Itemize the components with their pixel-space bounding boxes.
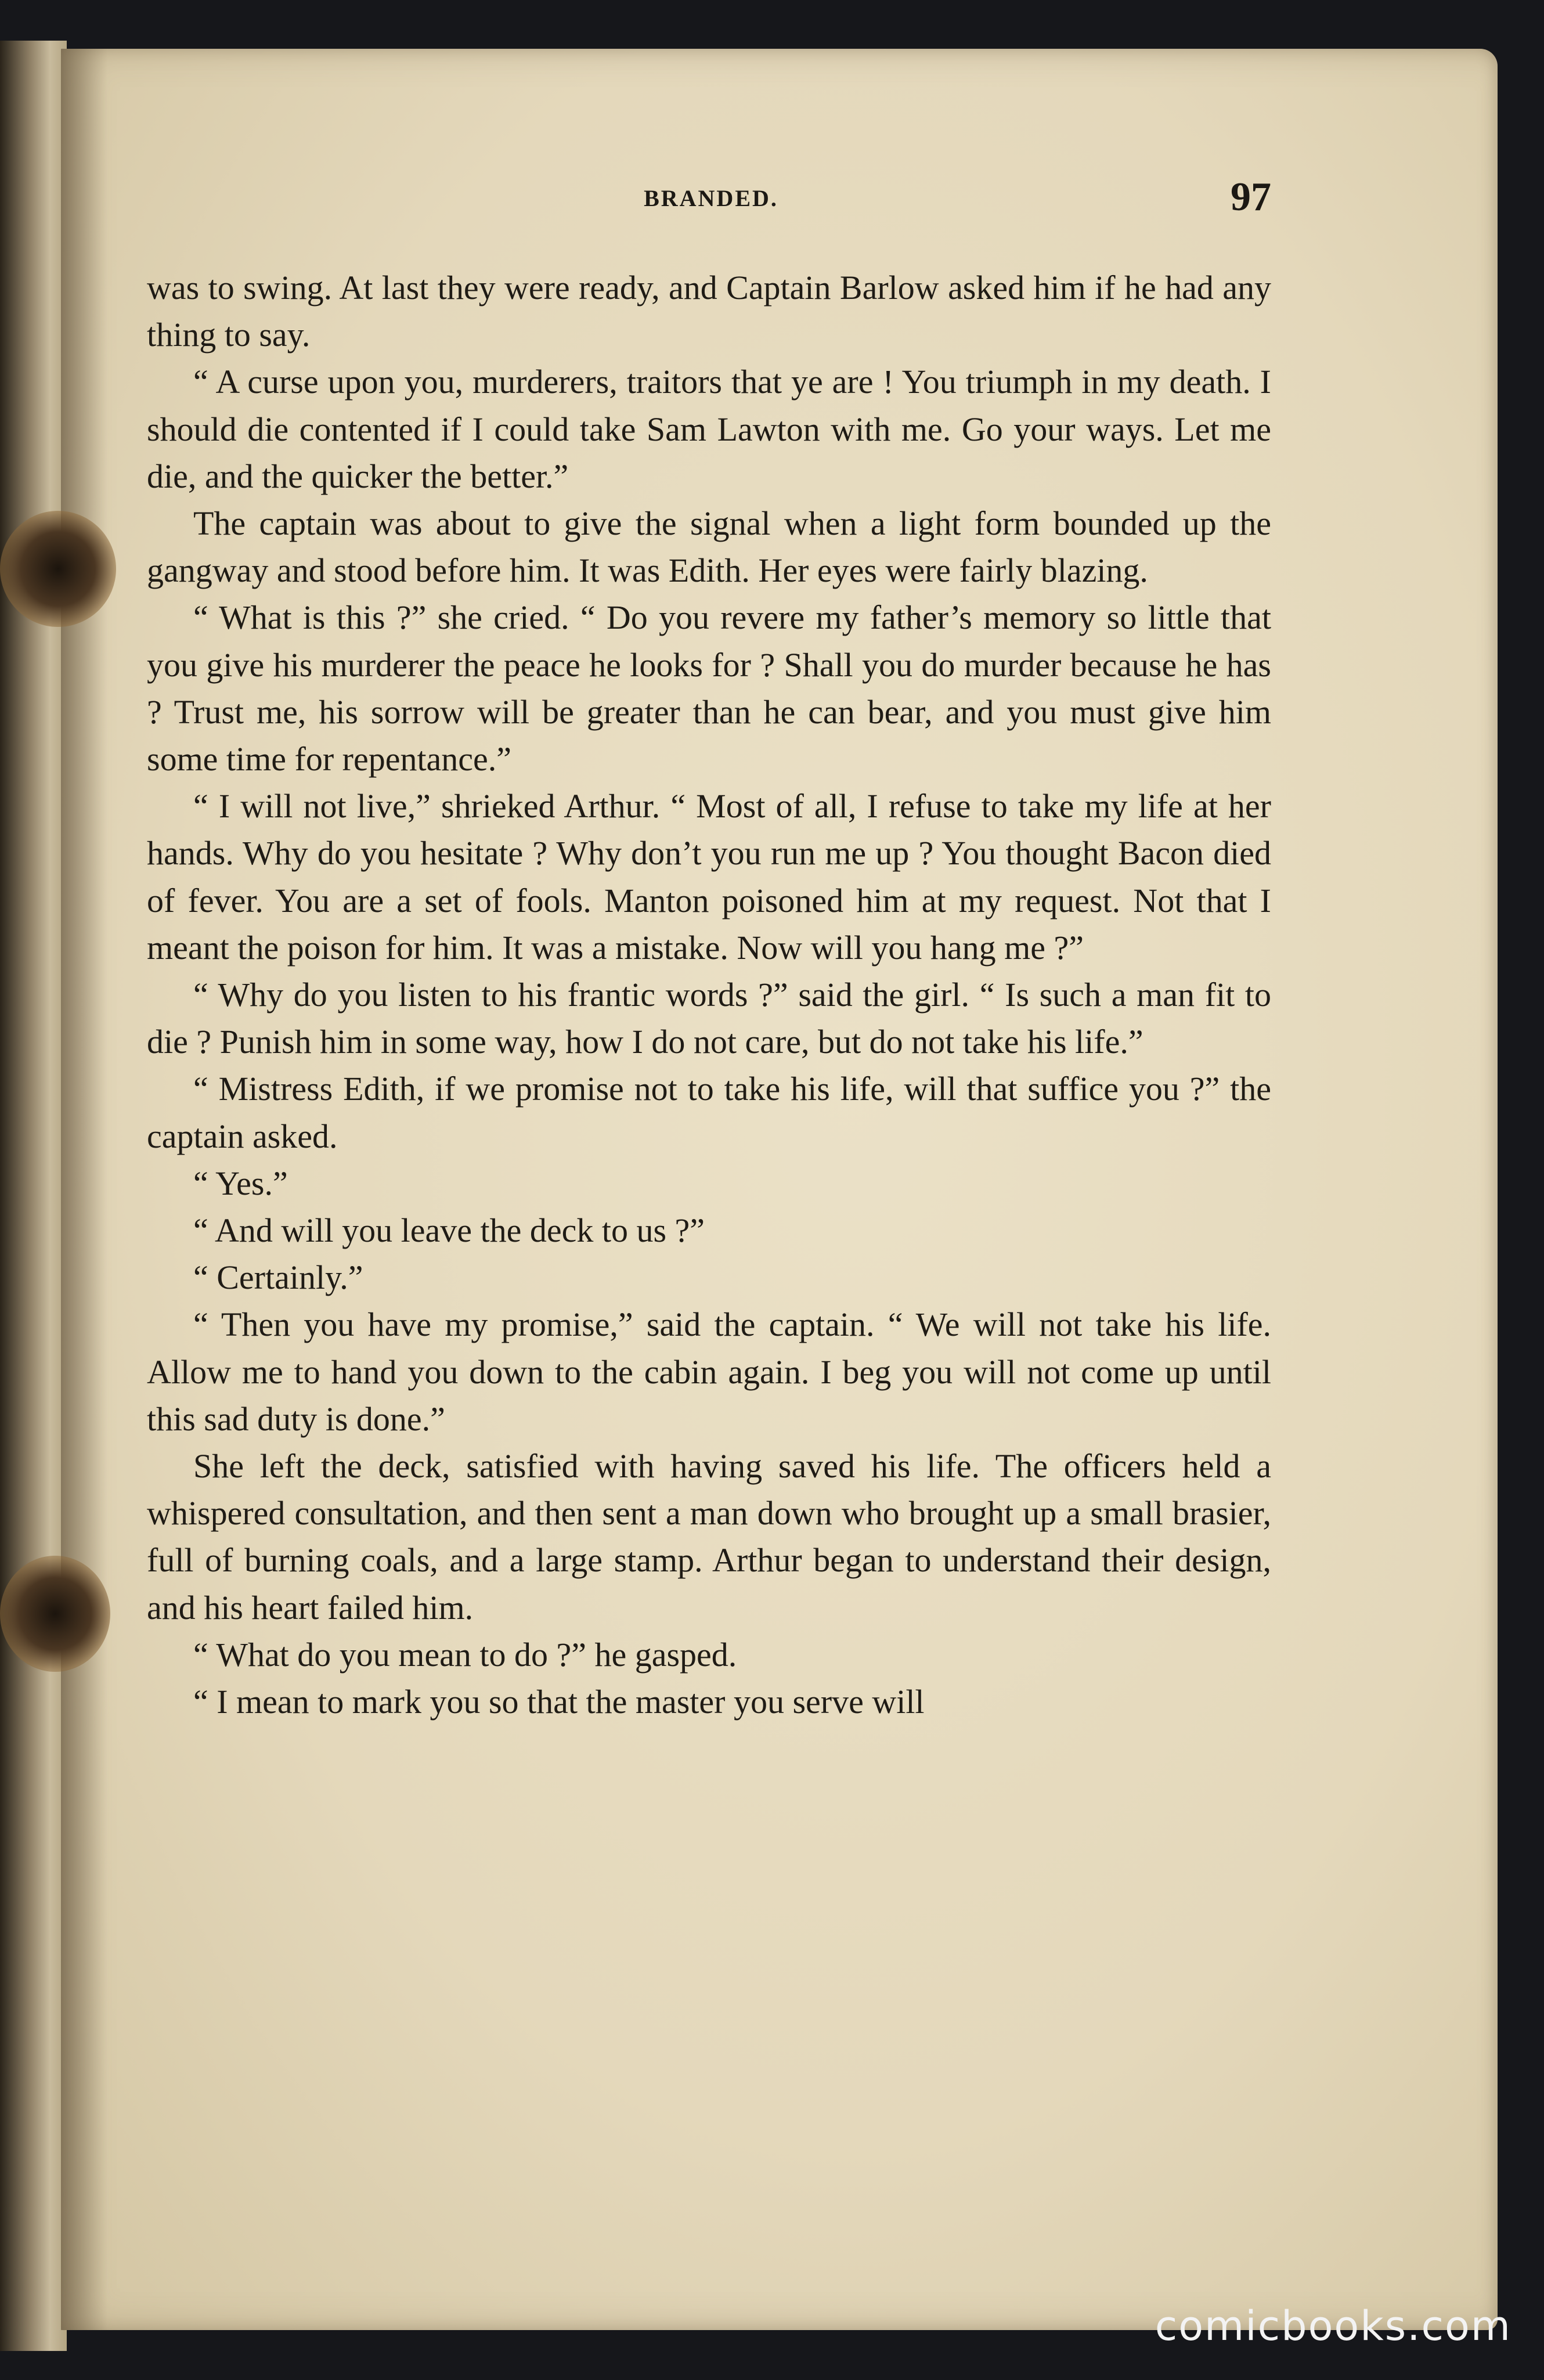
paragraph: was to swing. At last they were ready, and Captain Barlow asked him if he had any thing to say. bbox=[147, 269, 1271, 354]
body-text bbox=[147, 264, 1271, 1725]
paragraph: “ And will you leave the deck to us ?” bbox=[193, 1211, 705, 1250]
paragraph: “ Why do you listen to his frantic words ?” said the girl. “ Is such a man fit to die ? Punish him in some way, how I do not care, but do not take his life.” bbox=[147, 976, 1271, 1061]
paragraph: She left the deck, satisfied with having saved his life. The officers held a whispered consultation, and then sent a man down who brought up a small brasier, full of burning coals, and a large stamp. Arthur began to understand their design, and his heart failed him. bbox=[147, 1447, 1271, 1627]
paragraph: “ Mistress Edith, if we promise not to take his life, will that suffice you ?” the captain asked. bbox=[147, 1070, 1271, 1155]
book-spine-edge bbox=[0, 41, 67, 2351]
paragraph: “ Then you have my promise,” said the captain. “ We will not take his life. Allow me to hand you down to the cabin again. I beg you will not come up until this sad duty is done.” bbox=[147, 1306, 1271, 1438]
paragraph: “ A curse upon you, murderers, traitors that ye are ! You triumph in my death. I should die contented if I could take Sam Lawton with me. Go your ways. Let me die, and the quicker the better.” bbox=[147, 363, 1271, 495]
watermark: comicbooks.com bbox=[1155, 2302, 1511, 2350]
paragraph: “ I will not live,” shrieked Arthur. “ Most of all, I refuse to take my life at her hands. Why do you hesitate ? Why don’t you run me up ? You thought Bacon died of fever. You are a set of fools. Manton poisoned him at my request. Not that I meant the poison for him. It was a mistake. Now will you hang me ?” bbox=[147, 787, 1271, 967]
paragraph: “ Certainly.” bbox=[193, 1258, 363, 1297]
binding-stain bbox=[0, 1556, 110, 1672]
paragraph: “ What do you mean to do ?” he gasped. bbox=[193, 1635, 737, 1674]
running-title: BRANDED. bbox=[644, 185, 778, 211]
binding-stain bbox=[0, 511, 116, 627]
paragraph: “ What is this ?” she cried. “ Do you revere my father’s memory so little that you give his murderer the peace he looks for ? Shall you do murder because he has ? Trust me, his sorrow will be greater than he can bear, and you must give him some time for repentance.” bbox=[147, 598, 1271, 778]
paragraph: The captain was about to give the signal when a light form bounded up the gangway and stood before him. It was Edith. Her eyes were fairly blazing. bbox=[147, 504, 1271, 590]
binding-shadow bbox=[61, 49, 107, 2330]
paragraph: “ I mean to mark you so that the master you serve will bbox=[193, 1683, 925, 1721]
page-number: 97 bbox=[1231, 175, 1271, 219]
paragraph: “ Yes.” bbox=[193, 1164, 288, 1202]
running-head bbox=[151, 174, 1271, 226]
